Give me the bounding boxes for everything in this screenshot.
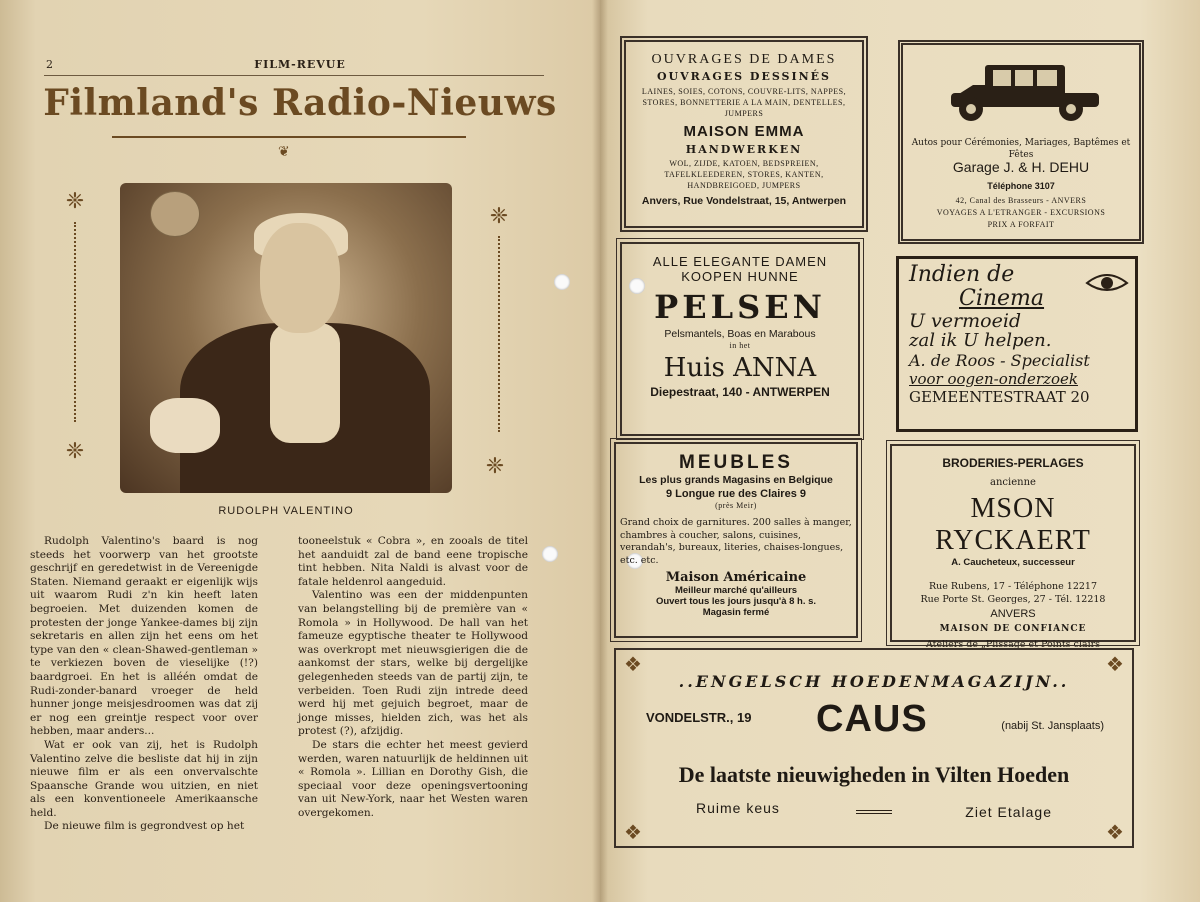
ad-handwritten: voor oogen-onderzoek bbox=[909, 370, 1078, 388]
corner-ornament-icon: ❖ bbox=[1106, 820, 1124, 844]
ad-heading: BRODERIES-PERLAGES bbox=[942, 456, 1084, 470]
ad-text: MAISON DE CONFIANCE bbox=[939, 624, 1087, 634]
ad-garage-dehu bbox=[898, 40, 1144, 244]
corner-ornament-icon: ❖ bbox=[624, 820, 642, 844]
ad-text: A. Caucheteux, successeur bbox=[951, 557, 1075, 568]
ad-handwritten: Indien de bbox=[909, 262, 1015, 287]
ad-heading: ..ENGELSCH HOEDENMAGAZIJN.. bbox=[678, 672, 1070, 691]
corner-ornament-icon: ❖ bbox=[624, 652, 642, 676]
paragraph: Rudolph Valentino's baard is nog steeds het voorwerp van het grootste geschrijf en geredetwist in de Vereenigde Staten. Niemand geraakt er eigenlijk wijs uit waarom Rudi z'n kin heeft laten begroeien. Met duizenden komen de protesten der jonge Yankee-dames bij zijn sekretaris en allen zijn het eens om het type van den « clean-Shawed-gentleman » te verkiezen boven de vieselijke (!?) baardgroei. En het is alléén omdat de Rudi-zonder-banard vroeger de held hunner jonge meisjesdroomen was dat zij er nog een greintje respect voor over hebben, maar anders... bbox=[30, 535, 258, 738]
ornament-icon: ❈ bbox=[65, 439, 85, 464]
ad-text: Ateliers de „Plissage et Points clairs bbox=[925, 639, 1101, 650]
title-rule bbox=[112, 136, 466, 138]
ad-handwritten: GEMEENTESTRAAT 20 bbox=[909, 388, 1090, 406]
ad-text: WOL, ZIJDE, KATOEN, BEDSPREIEN, TAFELKLEEDEREN, STORES, KANTEN, HANDBREIGOED, JUMPERS bbox=[664, 159, 824, 190]
valentino-photo bbox=[120, 183, 452, 493]
ad-address: (nabij St. Jansplaats) bbox=[1001, 720, 1104, 732]
ornament-icon: ❈ bbox=[489, 204, 509, 229]
paragraph: De nieuwe film is gegrondvest op het bbox=[44, 820, 245, 833]
ad-big-text: PELSEN bbox=[654, 288, 826, 326]
ad-text: Ruime keus bbox=[696, 800, 780, 816]
ad-handwritten: A. de Roos - Specialist bbox=[909, 351, 1090, 370]
paragraph: Wat er ook van zij, het is Rudolph Valentino zelve die besliste dat hij in zijn nieuwe film er als een onvervalschte Spaansche Grande wou uitzien, en niet als een konventioneele Amerikaansche held. bbox=[30, 738, 258, 819]
ad-name: MAISON EMMA bbox=[683, 123, 805, 140]
ad-text: Autos pour Cérémonies, Mariages, Baptêmes et Fêtes bbox=[911, 138, 1131, 160]
ad-text: in het bbox=[729, 341, 751, 350]
ad-address: Anvers, Rue Vondelstraat, 15, Antwerpen bbox=[641, 195, 847, 207]
page-title: Filmland's Radio-Nieuws bbox=[43, 82, 557, 124]
dotted-rule bbox=[498, 236, 502, 432]
ad-text: Ouvert tous les jours jusqu'à 8 h. s. bbox=[655, 596, 817, 607]
ad-name: Huis ANNA bbox=[663, 353, 817, 383]
ad-text: LAINES, SOIES, COTONS, COUVRE-LITS, NAPPES, STORES, BONNETTERIE A LA MAIN, DENTELLES, JUMPERS bbox=[641, 87, 847, 118]
ad-text: ANVERS bbox=[990, 608, 1036, 620]
ad-address: Diepestraat, 140 - ANTWERPEN bbox=[650, 385, 830, 399]
ad-text: Rue Rubens, 17 - Téléphone 12217 bbox=[928, 581, 1098, 592]
ad-subheading: HANDWERKEN bbox=[685, 143, 803, 156]
article-column-2 bbox=[298, 535, 528, 820]
ad-phone: Téléphone 3107 bbox=[987, 181, 1055, 191]
corner-ornament-icon: ❖ bbox=[1106, 652, 1124, 676]
ad-heading: OUVRAGES DE DAMES bbox=[651, 52, 837, 67]
ad-text: ancienne bbox=[990, 477, 1036, 488]
ad-text: Rue Porte St. Georges, 27 - Tél. 12218 bbox=[920, 594, 1106, 605]
ornament-icon: ❈ bbox=[485, 454, 505, 479]
ad-ryckaert bbox=[890, 444, 1136, 650]
ad-text: Grand choix de garnitures. 200 salles à manger, chambres à coucher, salons, cuisines, verandah's, bureaux, literies, chaises-longues, etc. etc. bbox=[620, 517, 852, 566]
studio-badge bbox=[150, 191, 200, 237]
ad-big-text: MEUBLES bbox=[679, 452, 793, 473]
ad-text: Les plus grands Magasins en Belgique bbox=[639, 474, 833, 486]
ad-name: CAUS bbox=[816, 698, 928, 740]
photo-caption: RUDOLPH VALENTINO bbox=[218, 505, 354, 517]
eye-icon bbox=[1085, 267, 1129, 297]
ad-huis-anna bbox=[620, 242, 860, 436]
page-number: 2 bbox=[46, 58, 53, 71]
ad-de-roos bbox=[896, 256, 1138, 432]
ad-caus bbox=[614, 648, 1134, 848]
ad-meubles bbox=[614, 442, 858, 638]
ad-text: Ziet Etalage bbox=[965, 804, 1052, 820]
title-ornament: ❦ bbox=[278, 144, 290, 160]
punch-hole bbox=[542, 546, 558, 562]
ad-handwritten: Cinema bbox=[959, 286, 1045, 311]
ad-address: VONDELSTR., 19 bbox=[646, 710, 752, 725]
ad-handwritten: zal ik U helpen. bbox=[909, 330, 1052, 351]
paragraph: De stars die echter het meest gevierd werden, waren natuurlijk de heldinnen uit « Romola ». Lillian en Dorothy Gish, die speciaal voor deze openingsvertooning van uit New-York, naar het Westen waren overgekomen. bbox=[298, 738, 528, 819]
ad-subheading: OUVRAGES DESSINÉS bbox=[656, 70, 832, 83]
ad-name: Garage J. & H. DEHU bbox=[952, 159, 1090, 175]
running-head: FILM-REVUE bbox=[254, 58, 346, 71]
ad-text: Meilleur marché qu'ailleurs bbox=[674, 585, 798, 596]
ad-heading: ALLE ELEGANTE DAMEN KOOPEN HUNNE bbox=[652, 254, 828, 284]
spine-shadow bbox=[592, 0, 608, 902]
car-illustration bbox=[943, 59, 1103, 125]
ad-maison-emma bbox=[620, 36, 868, 232]
dotted-rule bbox=[74, 222, 78, 422]
article-column-1 bbox=[30, 535, 258, 834]
divider bbox=[856, 810, 892, 814]
ad-text: Magasin fermé bbox=[702, 607, 770, 618]
ad-name: Maison Américaine bbox=[665, 570, 807, 585]
ad-name: MSON RYCKAERT bbox=[935, 493, 1091, 556]
ornament-icon: ❈ bbox=[65, 189, 85, 214]
punch-hole bbox=[554, 274, 570, 290]
ad-text: 42, Canal des Brasseurs - ANVERS bbox=[955, 196, 1087, 205]
ad-text: Pelsmantels, Boas en Marabous bbox=[664, 328, 816, 340]
ad-tagline: De laatste nieuwigheden in Vilten Hoeden bbox=[678, 762, 1070, 787]
header-rule bbox=[44, 75, 544, 76]
paragraph: tooneelstuk « Cobra », en zooals de titel het aanduidt zal de band eene tropische tint hebben. Nita Naldi is alvast voor de fatale heldenrol aangeduid. bbox=[298, 535, 528, 588]
ad-text: VOYAGES A L'ETRANGER - EXCURSIONS bbox=[936, 208, 1106, 217]
ad-text: (près Meir) bbox=[715, 501, 757, 510]
ad-address: 9 Longue rue des Claires 9 bbox=[666, 488, 806, 500]
paragraph: Valentino was een der middenpunten van belangstelling bij de première van « Romola » in Hollywood. De hall van het fameuze egyptische theater te Hollywood was overkropt met nieuwsgierigen die de aankomst der stars, welke bij dergelijke gelegenheden steeds van de partij zijn, te verbeiden. Toen Rudi zijn intrede deed werd hij met gejuich begroet, maar de jonge misses, hielden zich, was het als protest (?), afzijdig. bbox=[298, 589, 528, 738]
ad-text: PRIX A FORFAIT bbox=[987, 220, 1055, 229]
ad-handwritten: U vermoeid bbox=[909, 310, 1022, 332]
